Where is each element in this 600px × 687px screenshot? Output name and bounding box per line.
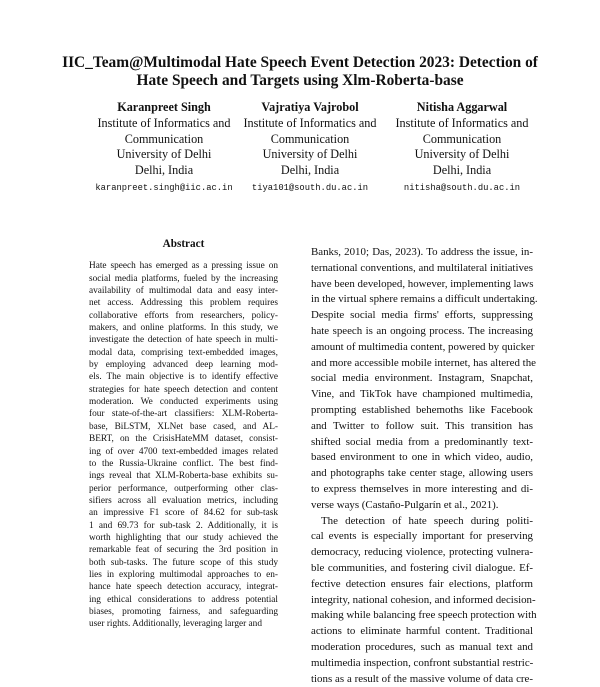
author-affiliation-line: Communication xyxy=(422,131,502,146)
body-line: cal events is especially important for preserving xyxy=(311,530,533,543)
abstract-line: base, BiLSTM, XLNet base cased, and AL- xyxy=(89,421,278,432)
author-1 xyxy=(84,100,244,194)
author-affiliation-line: University of Delhi xyxy=(116,147,212,162)
author-name: Nitisha Aggarwal xyxy=(416,100,508,114)
body-line: ternational conventions, and multilateral initiatives xyxy=(311,261,533,274)
abstract-line: four state-of-the-art classifiers: XLM-Roberta- xyxy=(89,409,278,420)
body-line: shifted social media from a predominantly text- xyxy=(311,435,533,448)
author-affiliation-line: University of Delhi xyxy=(262,147,358,162)
author-affiliation-line: Delhi, India xyxy=(134,163,194,178)
abstract-line: social media platforms, fueled by the increasing xyxy=(89,273,278,284)
author-email[interactable]: karanpreet.singh@iic.ac.in xyxy=(95,182,233,193)
abstract-line: sifiers across all evaluation metrics, including xyxy=(89,495,278,506)
author-affiliation-line: Delhi, India xyxy=(432,163,492,178)
abstract-line: ings reveal that XLM-Roberta-base exhibits su- xyxy=(89,471,278,482)
abstract-line: to the Russia-Ukraine conflict. The best find- xyxy=(89,458,278,469)
abstract-line: BERT, on the CrisisHateMM dataset, consist- xyxy=(89,434,278,445)
abstract-line: hance hate speech detection accuracy, integrat- xyxy=(89,582,278,593)
abstract-line: net access. Addressing this problem requires xyxy=(89,298,278,309)
abstract-line: an impressive F1 score of 84.62 for sub-task xyxy=(89,508,278,519)
body-line: moderation procedures, such as manual text and xyxy=(311,640,533,653)
abstract-line: investigate the detection of hate speech in multi- xyxy=(89,335,278,346)
abstract-line: remarkable feat of securing the 3rd position in xyxy=(89,545,278,556)
abstract-heading: Abstract xyxy=(162,238,205,250)
body-line: to express themselves in more interesting and di- xyxy=(311,482,533,495)
abstract-line: moderation. We conducted experiments using xyxy=(89,397,278,408)
abstract-line: Hate speech has emerged as a pressing issue on xyxy=(89,261,278,272)
author-affiliation-line: Communication xyxy=(270,131,350,146)
body-line: Banks, 2010; Das, 2023). To address the issue, in- xyxy=(311,246,533,258)
body-line: democracy, reducing violence, protecting vulnera- xyxy=(311,546,533,559)
abstract-line: strategies for hate speech detection and content xyxy=(89,384,278,395)
body-line: integrity, national cohesion, and informed decision- xyxy=(311,593,536,606)
abstract-body xyxy=(89,260,278,630)
abstract-line: lies in exploring multimodal approaches to en- xyxy=(89,569,278,580)
body-line: have been developed, however, implementing laws xyxy=(311,277,534,290)
body-line: actions to eliminate harmful content. Traditional xyxy=(311,625,533,638)
abstract-line: ing of over 4700 text-embedded images related xyxy=(89,446,278,457)
paper-title xyxy=(40,54,560,90)
author-affiliation-line: Institute of Informatics and xyxy=(243,115,377,130)
abstract-line: collaborative efforts from researchers, policy- xyxy=(89,310,278,321)
author-affiliation-line: Institute of Informatics and xyxy=(97,115,231,130)
body-line: Vine, and TikTok have championed multimedia, xyxy=(311,388,533,401)
author-affiliation-line: Communication xyxy=(124,131,204,146)
body-line: amount of multimedia content, powered by quicker xyxy=(311,340,535,353)
body-line: and photographs take center stage, allowing users xyxy=(311,467,533,480)
body-column xyxy=(311,245,538,687)
body-line: multimedia inspection, confront substantial restric- xyxy=(311,656,534,669)
body-line: fective detection ensures fair elections, platform xyxy=(311,577,533,590)
author-affiliation-line: Institute of Informatics and xyxy=(395,115,529,130)
body-line: making while balancing free speech protection with xyxy=(311,609,537,622)
abstract-line: biases, promoting fairness, and safeguarding xyxy=(89,606,278,617)
abstract-line: 1 and 69.73 for sub-task 2. Additionally, it is xyxy=(89,520,278,531)
abstract-line: by employing advanced deep learning mod- xyxy=(89,360,278,371)
body-line: ble communities, and fostering civil dialogue. Ef- xyxy=(311,561,533,574)
body-line: Despite social media firms' efforts, suppressing xyxy=(311,309,533,322)
author-affiliation-line: Delhi, India xyxy=(280,163,340,178)
abstract-line: ing ethical considerations to address potential xyxy=(89,594,278,605)
body-line: tions as a result of the massive volume of data cre- xyxy=(311,672,533,685)
author-name: Karanpreet Singh xyxy=(117,100,211,114)
author-email[interactable]: nitisha@south.du.ac.in xyxy=(403,182,521,193)
abstract-column xyxy=(89,240,278,631)
author-3 xyxy=(382,100,542,194)
body-line: The detection of hate speech during politi- xyxy=(321,514,533,527)
body-text xyxy=(311,245,538,687)
title-line-1: IIC_Team@Multimodal Hate Speech Event Detection 2023: Detection of xyxy=(62,54,538,71)
abstract-line: both sub-tasks. The future scope of this study xyxy=(89,557,278,568)
body-line: in the virtual sphere remains a difficult undertaking. xyxy=(311,293,538,306)
body-line: and more accessible mobile internet, has altered the xyxy=(311,356,536,369)
author-name: Vajratiya Vajrobol xyxy=(261,100,359,114)
abstract-line: availability of multimodal data and easy inter- xyxy=(89,286,278,297)
body-line: hate speech is an ongoing process. The increasing xyxy=(311,324,533,337)
title-line-2: Hate Speech and Targets using Xlm-Roberta-base xyxy=(136,72,464,89)
body-line: based environment to one in which video, audio, xyxy=(311,451,533,464)
author-email[interactable]: tiya101@south.du.ac.in xyxy=(251,182,369,193)
body-line: verse ways (Castaño-Pulgarín et al., 2021). xyxy=(311,498,499,511)
abstract-line: worth highlighting that our study achieved the xyxy=(89,532,278,543)
author-affiliation-line: University of Delhi xyxy=(414,147,510,162)
abstract-line: makers, and online platforms. In this study, we xyxy=(89,323,278,334)
abstract-line: els. The main objective is to identify effective xyxy=(89,372,278,383)
body-line: and Twitter to follow suit. This transition has xyxy=(311,419,533,432)
author-2 xyxy=(230,100,390,194)
body-line: social media environment. Instagram, Snapchat, xyxy=(311,372,533,385)
body-line: prompting established behemoths like Facebook xyxy=(311,403,533,416)
abstract-line: user rights. Additionally, leveraging larger and xyxy=(89,619,262,630)
abstract-line: modal data, comprising text-embedded images, xyxy=(89,347,278,358)
abstract-line: perior performance, outperforming other clas- xyxy=(89,483,278,494)
